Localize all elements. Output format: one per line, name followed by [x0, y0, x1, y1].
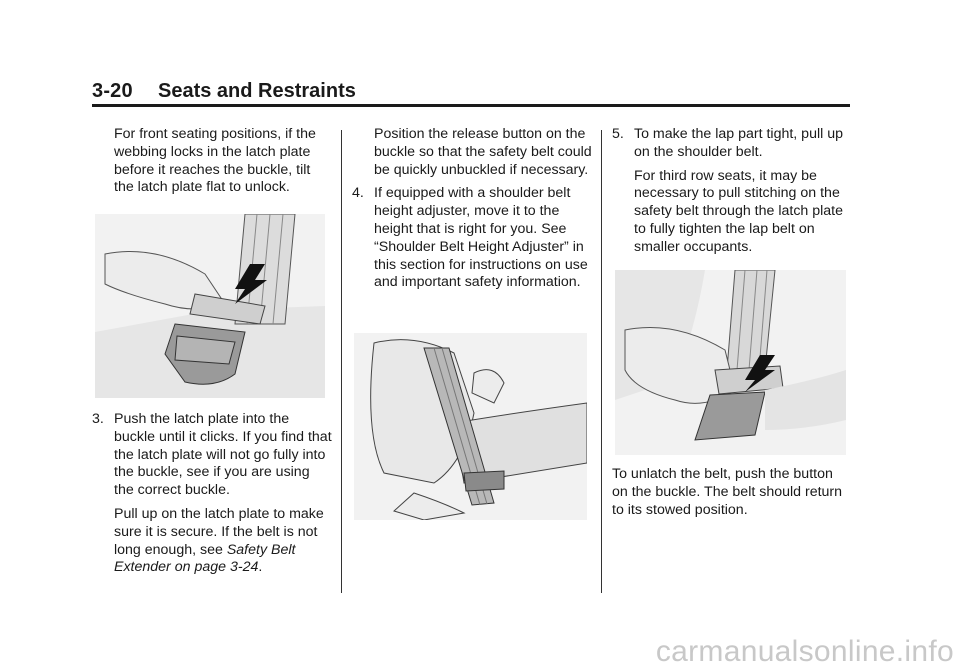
text-position-release-button: Position the release button on the buckle so that the safety belt could be quickly unbuckled if necessary. — [374, 126, 592, 178]
step-4 — [352, 185, 592, 292]
text-third-row-seats: For third row seats, it may be necessary to pull stitching on the safety belt through the latch plate to fully tighten the lap belt on smaller occupants. — [634, 167, 844, 255]
figure-shoulder-belt — [354, 333, 587, 520]
step-4-text: If equipped with a shoulder belt height adjuster, move it to the height that is right for you. See “Shoulder Belt Height Adjuster” in this section for instructions on use and important safety information. — [374, 185, 588, 291]
shoulder-belt-illustration — [354, 333, 587, 520]
column-2 — [352, 126, 592, 292]
header-rule — [92, 104, 850, 107]
page-number: 3-20 — [92, 80, 133, 102]
page-header — [92, 80, 850, 106]
link-safety-belt-extender[interactable]: Safety Belt Extender on page 3-24 — [114, 541, 296, 576]
text-period: . — [258, 559, 263, 576]
step-5 — [612, 126, 852, 162]
figure-lap-belt-tighten — [615, 270, 846, 455]
step-3-number: 3. — [92, 411, 104, 427]
step-3 — [92, 411, 332, 500]
column-1-lower — [92, 411, 332, 577]
column-divider-2 — [601, 130, 602, 593]
step-4-number: 4. — [352, 185, 364, 202]
latch-plate-illustration — [95, 214, 325, 398]
section-title: Seats and Restraints — [158, 80, 356, 102]
text-pull-up-latch — [92, 506, 332, 577]
column-3-lower — [612, 466, 852, 519]
watermark-text: carmanualsonline.info — [655, 635, 954, 668]
step-5-text: To make the lap part tight, pull up on the shoulder belt. — [634, 126, 843, 160]
text-unlatch-belt: To unlatch the belt, push the button on the buckle. The belt should return to its stowed position. — [612, 466, 843, 518]
column-3 — [612, 126, 852, 257]
column-divider-1 — [341, 130, 342, 593]
lap-belt-illustration — [615, 270, 846, 455]
footer — [0, 633, 960, 672]
column-1 — [92, 126, 332, 197]
step-3-text: Push the latch plate into the buckle until it clicks. If you find that the latch plate will not go fully into the buckle, see if you are using the correct buckle. — [114, 411, 332, 499]
text-pull-up-latch-body: Pull up on the latch plate to make sure it is secure. If the belt is not long enough, see — [114, 505, 324, 558]
step-5-number: 5. — [612, 126, 624, 142]
figure-latch-plate-tilt — [95, 214, 325, 398]
text-tilt-latch-plate: For front seating positions, if the webbing locks in the latch plate before it reaches the buckle, tilt the latch plate flat to unlock. — [114, 126, 316, 196]
